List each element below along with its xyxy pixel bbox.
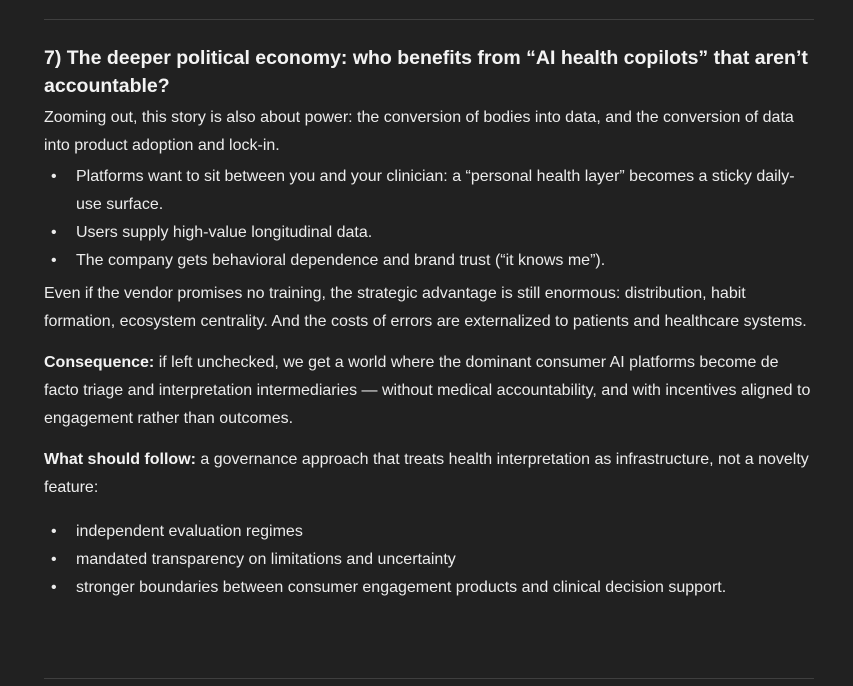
consequence-label: Consequence: bbox=[44, 354, 155, 371]
recommendations-list bbox=[44, 518, 814, 602]
follow-paragraph bbox=[44, 446, 814, 502]
list-item-text: Users supply high-value longitudinal data. bbox=[76, 224, 373, 241]
list-item bbox=[44, 518, 814, 546]
list-item-text: Platforms want to sit between you and your clinician: a “personal health layer” becomes a sticky daily-use surface. bbox=[76, 168, 795, 213]
bullet-icon: • bbox=[51, 168, 57, 185]
bullet-icon: • bbox=[51, 523, 57, 540]
list-item bbox=[44, 546, 814, 574]
bullet-icon: • bbox=[51, 551, 57, 568]
list-item bbox=[44, 163, 814, 219]
consequence-text: if left unchecked, we get a world where the dominant consumer AI platforms become de facto triage and interpretation intermediaries — without medical accountability, and with incentives aligned to engagement rather than outcomes. bbox=[44, 354, 811, 427]
list-item bbox=[44, 247, 814, 275]
bottom-divider bbox=[44, 678, 814, 679]
list-item-text: mandated transparency on limitations and uncertainty bbox=[76, 551, 456, 568]
message-content bbox=[44, 44, 814, 602]
intro-paragraph: Zooming out, this story is also about power: the conversion of bodies into data, and the conversion of data into product adoption and lock-in. bbox=[44, 109, 794, 154]
section-heading: 7) The deeper political economy: who benefits from “AI health copilots” that aren’t accountable? bbox=[44, 47, 808, 97]
bullet-icon: • bbox=[51, 224, 57, 241]
bullet-icon: • bbox=[51, 252, 57, 269]
list-item-text: The company gets behavioral dependence and brand trust (“it knows me”). bbox=[76, 252, 606, 269]
list-item-text: independent evaluation regimes bbox=[76, 523, 303, 540]
consequence-paragraph bbox=[44, 349, 814, 433]
top-divider bbox=[44, 19, 814, 20]
list-item bbox=[44, 574, 814, 602]
bullet-icon: • bbox=[51, 579, 57, 596]
follow-label: What should follow: bbox=[44, 451, 196, 468]
strategic-advantage-paragraph: Even if the vendor promises no training, the strategic advantage is still enormous: distribution, habit formation, ecosystem centrality. And the costs of errors are externalized to patients and healthcare systems. bbox=[44, 285, 807, 330]
benefits-list bbox=[44, 163, 814, 275]
list-item-text: stronger boundaries between consumer engagement products and clinical decision support. bbox=[76, 579, 727, 596]
follow-text: a governance approach that treats health interpretation as infrastructure, not a novelty feature: bbox=[44, 451, 809, 496]
list-item bbox=[44, 219, 814, 247]
